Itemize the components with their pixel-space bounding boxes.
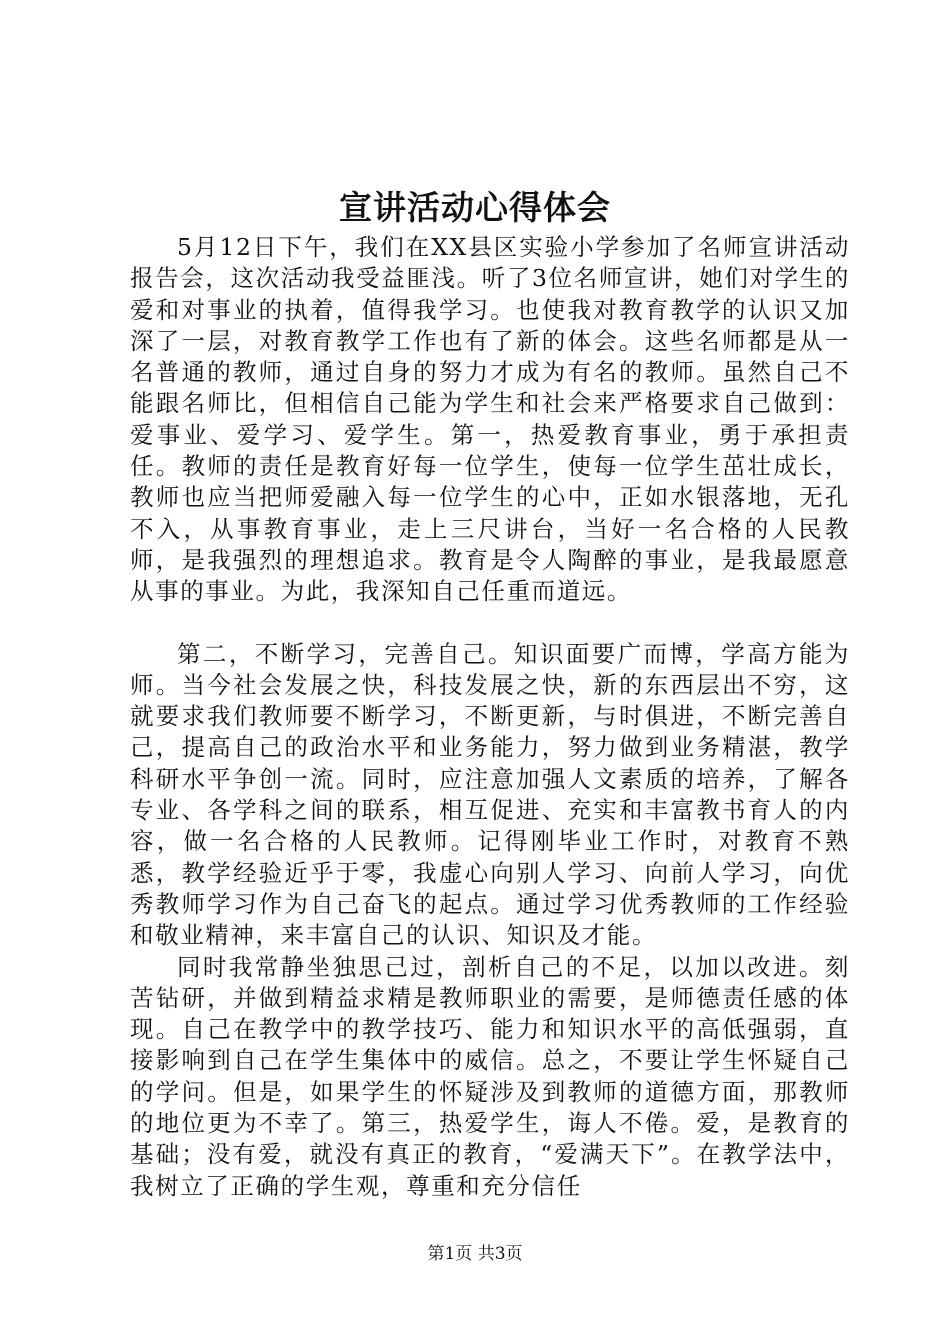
document-body <box>130 232 850 1202</box>
paragraph-2: 第二，不断学习，完善自己。知识面要广而博，学高方能为师。当今社会发展之快，科技发展之快，新的东西层出不穷，这就要求我们教师要不断学习，不断更新，与时俱进，不断完善自己，提高自己的政治水平和业务能力，努力做到业务精湛，教学科研水平争创一流。同时，应注意加强人文素质的培养，了解各专业、各学科之间的联系，相互促进、充实和丰富教书育人的内容，做一名合格的人民教师。记得刚毕业工作时，对教育不熟悉，教学经验近乎于零，我虚心向别人学习、向前人学习，向优秀教师学习作为自己奋飞的起点。通过学习优秀教师的工作经验和敬业精神，来丰富自己的认识、知识及才能。 <box>130 639 850 950</box>
paragraph-1: 5月12日下午，我们在XX县区实验小学参加了名师宣讲活动报告会，这次活动我受益匪浅。听了3位名师宣讲，她们对学生的爱和对事业的执着，值得我学习。也使我对教育教学的认识又加深了一层，对教育教学工作也有了新的体会。这些名师都是从一名普通的教师，通过自身的努力才成为有名的教师。虽然自己不能跟名师比，但相信自己能为学生和社会来严格要求自己做到：爱事业、爱学习、爱学生。第一，热爱教育事业，勇于承担责任。教师的责任是教育好每一位学生，使每一位学生茁壮成长，教师也应当把师爱融入每一位学生的心中，正如水银落地，无孔不入，从事教育事业，走上三尺讲台，当好一名合格的人民教师，是我强烈的理想追求。教育是令人陶醉的事业，是我最愿意从事的事业。为此，我深知自己任重而道远。 <box>130 233 850 606</box>
document-title: 宣讲活动心得体会 <box>339 188 611 227</box>
page-footer: 第1页 共3页 <box>427 1244 523 1264</box>
paragraph-3: 同时我常静坐独思己过，剖析自己的不足，以加以改进。刻苦钻研，并做到精益求精是教师职业的需要，是师德责任感的体现。自己在教学中的教学技巧、能力和知识水平的高低强弱，直接影响到自己在学生集体中的威信。总之，不要让学生怀疑自己的学问。但是，如果学生的怀疑涉及到教师的道德方面，那教师的地位更为不幸了。第三，热爱学生，诲人不倦。爱，是教育的基础；没有爱，就没有真正的教育，“爱满天下”。在教学法中，我树立了正确的学生观，尊重和充分信任 <box>130 952 850 1200</box>
